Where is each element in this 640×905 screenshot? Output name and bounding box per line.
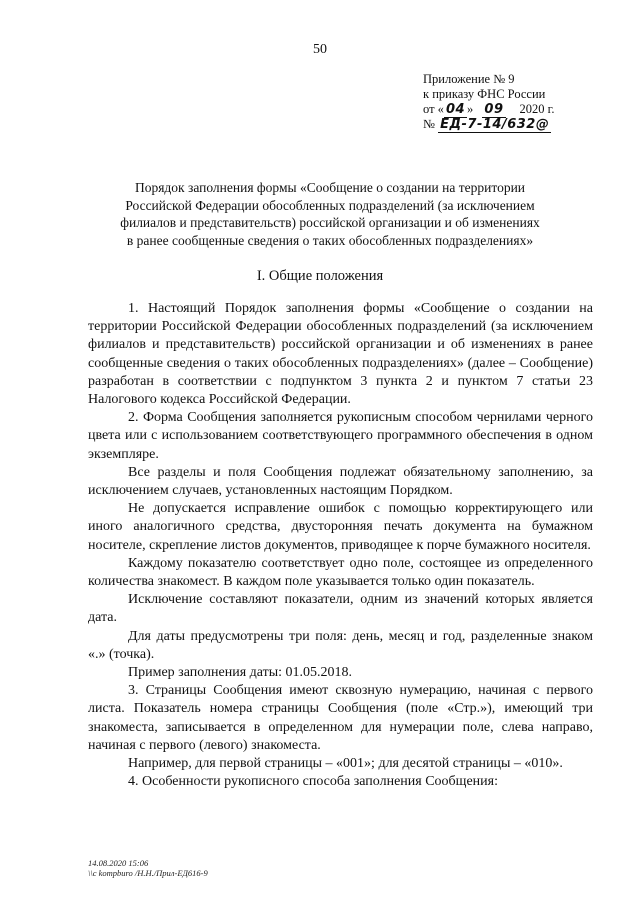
paragraph-9: 3. Страницы Сообщения имеют сквозную нумерацию, начиная с первого листа. Показатель номера страницы Сообщения (поле «Стр.»), имеющий три знакоместа, записывается в определенном для нумерации поле, слева направо, начиная с первого (левого) знакоместа.: [88, 683, 593, 753]
paragraph-2: 2. Форма Сообщения заполняется рукописным способом чернилами черного цвета или с использованием соответствующего программного обеспечения в одном экземпляре.: [88, 410, 593, 462]
footer-file-path: \\c kompburo /Н.Н./Прил-ЕД616-9: [88, 868, 208, 878]
date-prefix: от «: [423, 102, 444, 116]
paragraph-10: Например, для первой страницы – «001»; для десятой страницы – «010».: [128, 756, 563, 772]
appendix-number: [423, 117, 623, 132]
date-day-handwritten: 04: [445, 102, 466, 117]
date-year: 2020 г.: [519, 102, 555, 116]
paragraph-6: Исключение составляют показатели, одним из значений которых является дата.: [88, 592, 593, 626]
document-title: [80, 179, 580, 249]
document-body: [88, 300, 593, 791]
appendix-order-ref: к приказу ФНС России: [423, 87, 546, 101]
appendix-date: [423, 102, 623, 117]
paragraph-4: Не допускается исправление ошибок с помощью корректирующего или иного аналогичного средства, двусторонняя печать документа на бумажном носителе, скрепление листов документов, приводящее к порче бумажного носителя.: [88, 501, 593, 553]
page-number: 50: [313, 42, 327, 57]
paragraph-1: 1. Настоящий Порядок заполнения формы «Сообщение о создании на территории Российской Федерации обособленных подразделений (за исключением филиалов и представительств) российской организации и об изменениях в ранее сообщенные сведения о таких обособленных подразделениях» (далее – Сообщение) разработан в соответствии с подпунктом 3 пункта 2 и пунктом 7 статьи 23 Налогового кодекса Российской Федерации.: [88, 301, 593, 408]
appendix-header: [423, 72, 623, 132]
footer-stamp: [88, 858, 208, 878]
paragraph-3: Все разделы и поля Сообщения подлежат обязательному заполнению, за исключением случаев, установленных настоящим Порядком.: [88, 464, 593, 499]
paragraph-7: Для даты предусмотрены три поля: день, месяц и год, разделенные знаком «.» (точка).: [88, 628, 593, 662]
section-heading: I. Общие положения: [256, 268, 384, 284]
title-line: Порядок заполнения формы «Сообщение о создании на территории: [134, 180, 526, 195]
title-line: Российской Федерации обособленных подразделений (за исключением: [125, 197, 535, 213]
footer-timestamp: 14.08.2020 15:06: [88, 858, 149, 868]
number-prefix: №: [423, 117, 435, 131]
paragraph-11: 4. Особенности рукописного способа заполнения Сообщения:: [128, 774, 498, 790]
date-month-handwritten: 09: [484, 102, 504, 117]
appendix-title: Приложение № 9: [423, 72, 515, 86]
title-line: в ранее сообщенные сведения о таких обособленных подразделениях»: [126, 232, 534, 248]
title-line: филиалов и представительств) российской организации и об изменениях: [120, 215, 540, 230]
paragraph-5: Каждому показателю соответствует одно поле, состоящее из определенного количества знакомест. В каждом поле указывается только один показатель.: [88, 555, 593, 590]
order-number-handwritten: ЕД-7-14/632@: [440, 117, 550, 132]
date-mid: »: [467, 102, 474, 116]
paragraph-8: Пример заполнения даты: 01.05.2018.: [128, 665, 353, 681]
